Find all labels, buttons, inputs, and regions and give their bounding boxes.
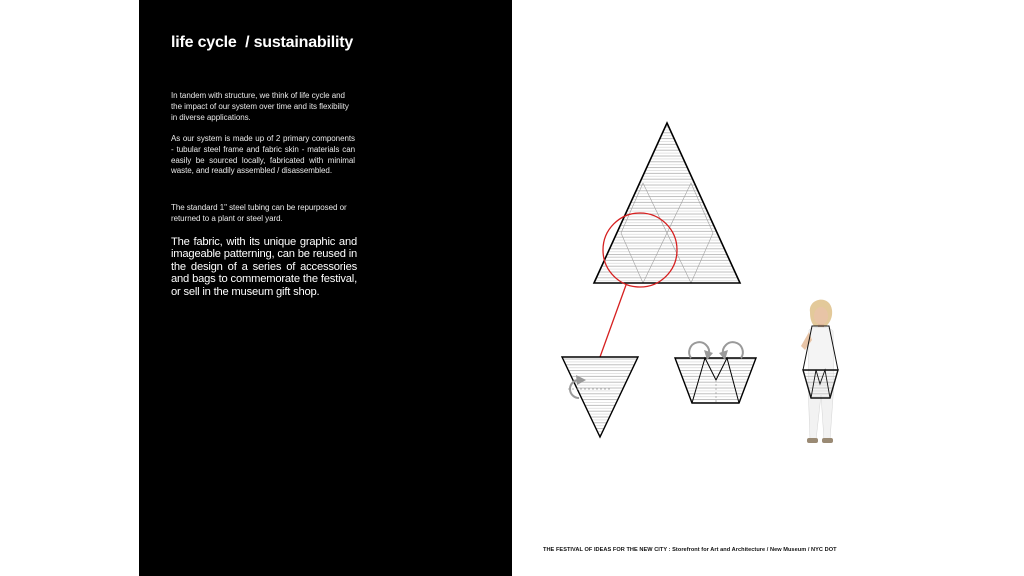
paragraph-life-cycle: In tandem with structure, we think of life cycle and the impact of our system over time and its flexibility in diverse applications. — [171, 91, 349, 122]
footer-credit: THE FESTIVAL OF IDEAS FOR THE NEW CITY : Storefront for Art and Architecture / New Museum / NYC DOT — [543, 547, 837, 553]
page-title: life cycle / sustainability — [171, 34, 354, 51]
paragraph-fabric-reuse: The fabric, with its unique graphic and imageable patterning, can be reused in the design of a series of accessories and bags to commemorate the festival, or sell in the museum gift shop. — [171, 236, 357, 298]
text-panel — [139, 0, 512, 576]
paragraph-steel-tubing: The standard 1" steel tubing can be repurposed or returned to a plant or steel yard. — [171, 203, 347, 223]
pavilion-triangle — [594, 123, 740, 283]
person-with-bag — [801, 300, 838, 443]
callout-line — [600, 285, 626, 357]
inverted-triangle-piece — [562, 357, 638, 437]
trapezoid-bag-piece — [675, 342, 756, 403]
paragraph-components: As our system is made up of 2 primary components - tubular steel frame and fabric skin - materials can easily be sourced locally, fabricated with minimal waste, and readily assembled / disassembled. — [171, 134, 355, 176]
lifecycle-diagram — [512, 0, 1024, 576]
